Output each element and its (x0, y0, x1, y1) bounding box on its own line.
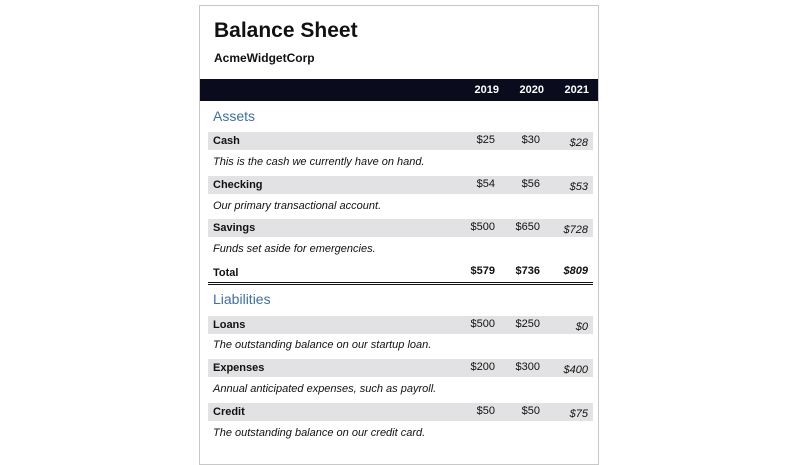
value-2021: $400 (563, 364, 588, 376)
section-title-assets: Assets (213, 108, 256, 124)
total-2021: $809 (563, 265, 588, 277)
table-row-loans (208, 316, 593, 334)
value-2020: $56 (521, 178, 540, 190)
page-title: Balance Sheet (214, 19, 358, 42)
row-label: Expenses (213, 362, 265, 374)
table-row-savings (208, 219, 593, 237)
row-description: The outstanding balance on our startup loan. (213, 339, 432, 351)
value-2021: $0 (575, 321, 588, 333)
value-2021: $28 (569, 137, 588, 149)
row-description: Funds set aside for emergencies. (213, 243, 376, 255)
row-label: Savings (213, 222, 256, 234)
row-label: Loans (213, 319, 246, 331)
table-row-checking (208, 176, 593, 194)
value-2021: $728 (563, 224, 588, 236)
row-label: Credit (213, 406, 245, 418)
row-label: Cash (213, 135, 240, 147)
balance-sheet (199, 5, 599, 465)
row-description: Annual anticipated expenses, such as payroll. (213, 383, 437, 395)
value-2020: $300 (515, 361, 540, 373)
value-2019: $500 (470, 318, 495, 330)
total-row (208, 264, 593, 285)
row-description: Our primary transactional account. (213, 200, 382, 212)
value-2020: $250 (515, 318, 540, 330)
value-2021: $75 (569, 408, 588, 420)
total-2020: $736 (515, 265, 540, 277)
value-2020: $650 (515, 221, 540, 233)
value-2019: $25 (476, 134, 495, 146)
row-description: This is the cash we currently have on hand. (213, 156, 425, 168)
year-header-2019: 2019 (474, 84, 499, 96)
table-row-expenses (208, 359, 593, 377)
year-header-2020: 2020 (519, 84, 544, 96)
total-2019: $579 (470, 265, 495, 277)
value-2021: $53 (569, 181, 588, 193)
year-header-bar (200, 79, 599, 101)
value-2019: $500 (470, 221, 495, 233)
value-2019: $54 (476, 178, 495, 190)
section-title-liabilities: Liabilities (213, 291, 271, 307)
value-2020: $50 (521, 405, 540, 417)
table-row-cash (208, 132, 593, 150)
table-row-credit (208, 403, 593, 421)
row-label: Checking (213, 179, 263, 191)
value-2020: $30 (521, 134, 540, 146)
value-2019: $50 (476, 405, 495, 417)
year-header-2021: 2021 (564, 84, 589, 96)
value-2019: $200 (470, 361, 495, 373)
row-description: The outstanding balance on our credit card. (213, 427, 426, 439)
total-label: Total (213, 267, 239, 279)
company-name: AcmeWidgetCorp (214, 51, 315, 65)
